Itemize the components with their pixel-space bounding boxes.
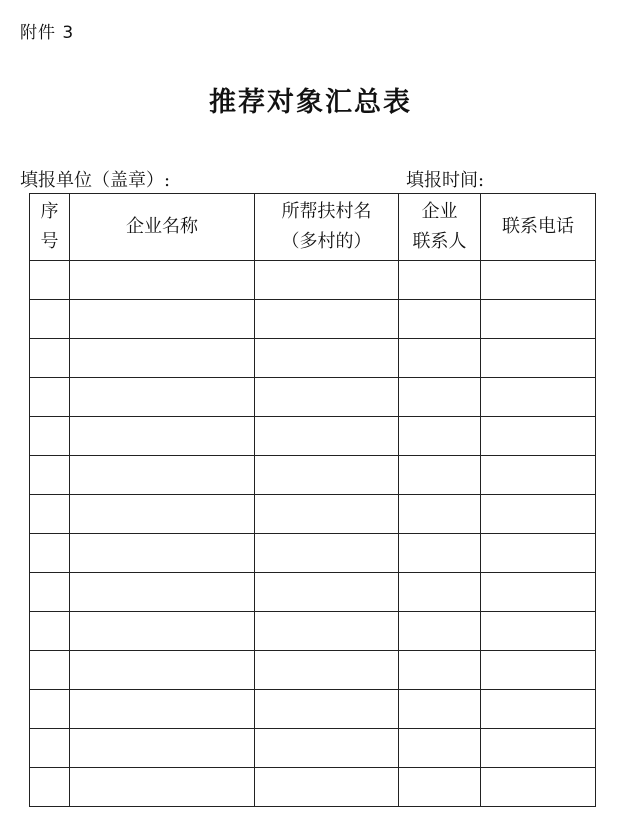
- header-phone: [481, 194, 596, 261]
- cell-phone[interactable]: [481, 573, 596, 612]
- cell-contact[interactable]: [399, 456, 481, 495]
- cell-seq[interactable]: [30, 690, 70, 729]
- table-row: [30, 534, 596, 573]
- header-village: [255, 194, 399, 261]
- cell-company-name[interactable]: [70, 612, 255, 651]
- cell-company-name[interactable]: [70, 729, 255, 768]
- cell-phone[interactable]: [481, 495, 596, 534]
- reporting-time-label: 填报时间:: [406, 170, 485, 191]
- cell-contact[interactable]: [399, 261, 481, 300]
- cell-phone[interactable]: [481, 456, 596, 495]
- cell-village[interactable]: [255, 573, 399, 612]
- cell-seq[interactable]: [30, 534, 70, 573]
- header-contact-line-2: 联系人: [412, 231, 467, 252]
- cell-village[interactable]: [255, 612, 399, 651]
- cell-contact[interactable]: [399, 612, 481, 651]
- cell-village[interactable]: [255, 495, 399, 534]
- cell-company-name[interactable]: [70, 768, 255, 807]
- cell-seq[interactable]: [30, 729, 70, 768]
- cell-contact[interactable]: [399, 768, 481, 807]
- cell-village[interactable]: [255, 261, 399, 300]
- cell-village[interactable]: [255, 534, 399, 573]
- cell-contact[interactable]: [399, 573, 481, 612]
- table-body: [30, 261, 596, 807]
- table-row: [30, 378, 596, 417]
- table-row: [30, 417, 596, 456]
- cell-company-name[interactable]: [70, 300, 255, 339]
- cell-company-name[interactable]: [70, 378, 255, 417]
- table-row: [30, 690, 596, 729]
- cell-phone[interactable]: [481, 261, 596, 300]
- cell-phone[interactable]: [481, 417, 596, 456]
- cell-village[interactable]: [255, 690, 399, 729]
- cell-seq[interactable]: [30, 456, 70, 495]
- cell-village[interactable]: [255, 456, 399, 495]
- cell-phone[interactable]: [481, 729, 596, 768]
- cell-phone[interactable]: [481, 690, 596, 729]
- summary-table: [29, 193, 596, 807]
- table-row: [30, 495, 596, 534]
- page-title: 推荐对象汇总表: [209, 87, 412, 118]
- cell-village[interactable]: [255, 768, 399, 807]
- header-seq-line-1: 序: [40, 201, 59, 222]
- cell-contact[interactable]: [399, 339, 481, 378]
- cell-village[interactable]: [255, 339, 399, 378]
- cell-village[interactable]: [255, 729, 399, 768]
- cell-phone[interactable]: [481, 768, 596, 807]
- cell-company-name[interactable]: [70, 573, 255, 612]
- cell-seq[interactable]: [30, 261, 70, 300]
- header-village-line-1: 所帮扶村名: [281, 201, 372, 222]
- header-phone-line-1: 联系电话: [502, 216, 574, 237]
- table-row: [30, 651, 596, 690]
- cell-contact[interactable]: [399, 690, 481, 729]
- cell-phone[interactable]: [481, 378, 596, 417]
- cell-company-name[interactable]: [70, 495, 255, 534]
- table-row: [30, 456, 596, 495]
- cell-contact[interactable]: [399, 651, 481, 690]
- cell-seq[interactable]: [30, 573, 70, 612]
- cell-seq[interactable]: [30, 378, 70, 417]
- cell-company-name[interactable]: [70, 339, 255, 378]
- table-row: [30, 339, 596, 378]
- cell-seq[interactable]: [30, 495, 70, 534]
- cell-contact[interactable]: [399, 729, 481, 768]
- cell-company-name[interactable]: [70, 651, 255, 690]
- table-row: [30, 573, 596, 612]
- cell-seq[interactable]: [30, 300, 70, 339]
- header-company-name: [70, 194, 255, 261]
- table-row: [30, 612, 596, 651]
- header-contact-line-1: 企业: [421, 201, 458, 222]
- cell-village[interactable]: [255, 378, 399, 417]
- cell-company-name[interactable]: [70, 261, 255, 300]
- cell-contact[interactable]: [399, 534, 481, 573]
- cell-phone[interactable]: [481, 612, 596, 651]
- header-village-line-2: （多村的）: [281, 231, 372, 252]
- cell-phone[interactable]: [481, 534, 596, 573]
- cell-village[interactable]: [255, 300, 399, 339]
- table-row: [30, 300, 596, 339]
- cell-contact[interactable]: [399, 378, 481, 417]
- cell-seq[interactable]: [30, 417, 70, 456]
- cell-company-name[interactable]: [70, 690, 255, 729]
- cell-village[interactable]: [255, 417, 399, 456]
- cell-village[interactable]: [255, 651, 399, 690]
- cell-seq[interactable]: [30, 612, 70, 651]
- cell-phone[interactable]: [481, 300, 596, 339]
- cell-company-name[interactable]: [70, 417, 255, 456]
- table-row: [30, 261, 596, 300]
- cell-seq[interactable]: [30, 768, 70, 807]
- table-row: [30, 768, 596, 807]
- cell-company-name[interactable]: [70, 534, 255, 573]
- form-meta-row: [20, 166, 600, 190]
- cell-contact[interactable]: [399, 495, 481, 534]
- table-header-row: [30, 194, 596, 261]
- table-row: [30, 729, 596, 768]
- cell-seq[interactable]: [30, 339, 70, 378]
- header-seq-line-2: 号: [40, 231, 59, 252]
- header-contact: [399, 194, 481, 261]
- reporting-unit-label: 填报单位（盖章）:: [20, 170, 171, 191]
- attachment-label: 附件 3: [20, 23, 75, 43]
- header-company-name-line-1: 企业名称: [126, 216, 198, 237]
- cell-phone[interactable]: [481, 339, 596, 378]
- cell-seq[interactable]: [30, 651, 70, 690]
- cell-company-name[interactable]: [70, 456, 255, 495]
- cell-contact[interactable]: [399, 417, 481, 456]
- header-seq: [30, 194, 70, 261]
- cell-phone[interactable]: [481, 651, 596, 690]
- cell-contact[interactable]: [399, 300, 481, 339]
